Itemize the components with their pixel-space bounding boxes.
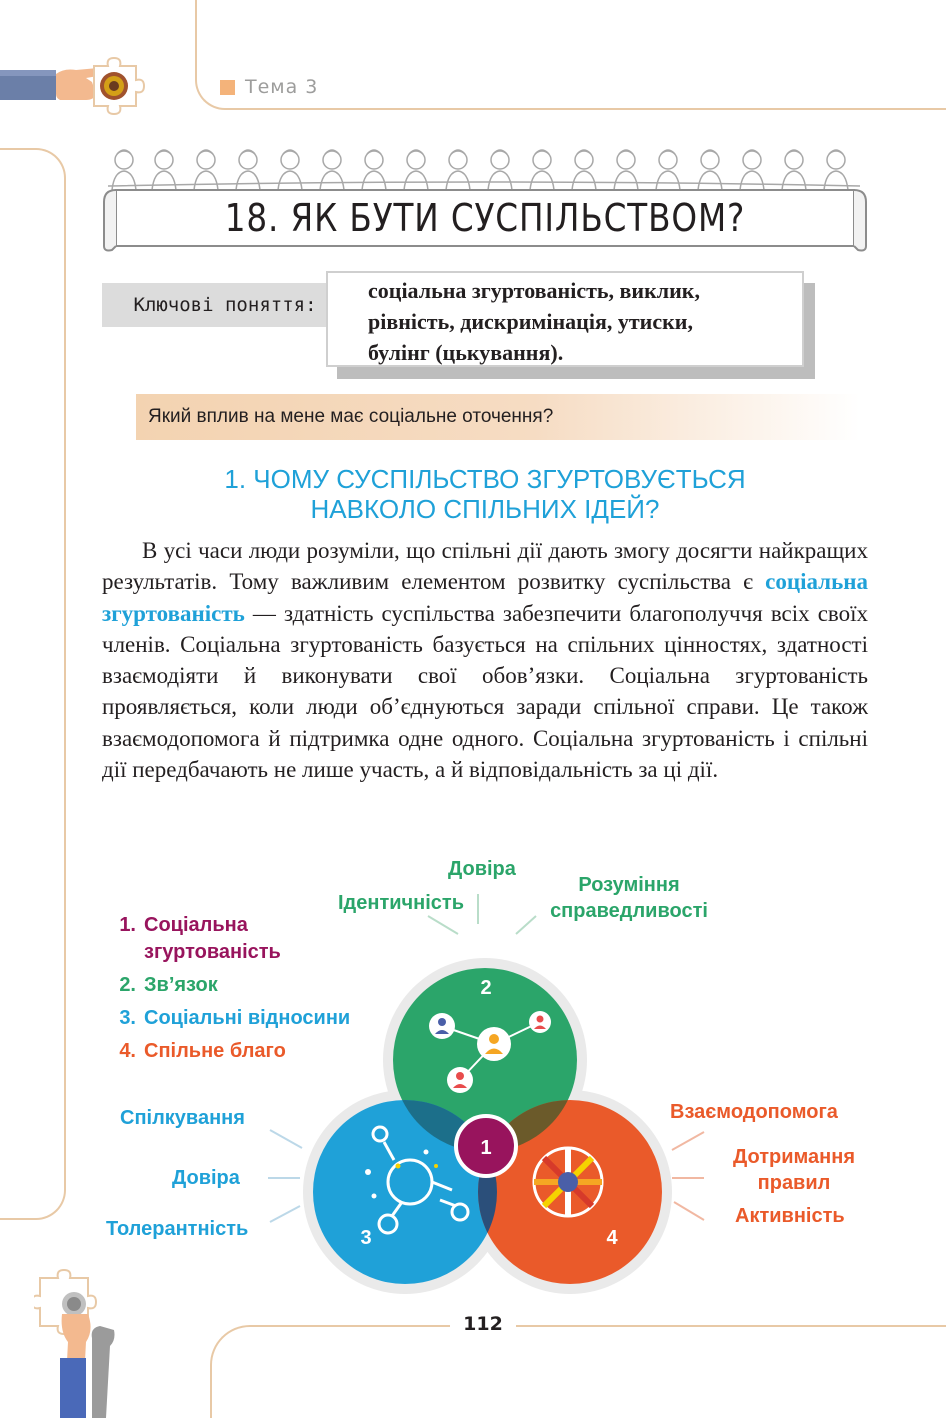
section-heading-line: 1. ЧОМУ СУСПІЛЬСТВО ЗГУРТОВУЄТЬСЯ <box>224 464 746 494</box>
key-concepts-box <box>326 271 804 367</box>
connector-lines <box>260 880 720 1240</box>
section-paragraph <box>102 535 868 785</box>
lesson-title: 18. ЯК БУТИ СУСПІЛЬСТВОМ? <box>224 196 746 240</box>
topic-label <box>220 76 318 98</box>
paragraph-text-after: — здатність суспільства забезпечити благополуччя всіх своїх членів. Соціальна згуртованість базується на спільних цінностях, здатності взаємодіяти й виконувати свої обов’язки. Соціальна згуртованість проявляється, коли люди об’єднуються заради спільної справи. Це також взаємодопомога й підтримка одне одного. Соціальна згуртованість і спільні дії передбачають не лише участь, а й відповідальність за ці дії. <box>102 600 868 783</box>
green-circle-number: 2 <box>480 977 492 999</box>
orange-circle-number: 4 <box>606 1227 618 1249</box>
page-frame-left <box>0 148 66 1220</box>
legend-number: 4. <box>119 1040 136 1062</box>
hand-puzzle-icon <box>0 56 160 118</box>
label-activity: Активність <box>735 1205 845 1227</box>
guiding-question: Який вплив на мене має соціальне оточення? <box>136 394 860 440</box>
label-mutual-help: Взаємодопомога <box>670 1101 838 1123</box>
page-number: 112 <box>450 1313 516 1335</box>
paragraph-text-before: В усі часи люди розуміли, що спільні дії дають змогу досягти найкращих результатів. Тому важливим елементом розвитку суспільства є <box>102 538 868 595</box>
label-rules-line: правил <box>757 1172 831 1194</box>
paragraph-key-term: соціальна згуртованість <box>102 569 868 626</box>
page-frame-bottom <box>210 1325 946 1418</box>
legend-number: 1. <box>119 914 136 936</box>
label-tolerance: Толерантність <box>106 1218 249 1240</box>
label-communication: Спілкування <box>120 1107 245 1129</box>
legend-text: Соціальна <box>144 914 248 936</box>
legend-number: 2. <box>119 974 136 996</box>
label-justice-line: Розуміння <box>578 874 680 896</box>
label-rules-line: Дотримання <box>732 1146 855 1168</box>
key-concepts-line: соціальна згуртованість, виклик, <box>368 278 700 303</box>
topic-text: Тема 3 <box>245 76 319 98</box>
legend-text: згуртованість <box>144 941 281 963</box>
label-trust-blue: Довіра <box>172 1167 240 1189</box>
label-identity: Ідентичність <box>338 892 465 914</box>
blue-circle-number: 3 <box>360 1227 372 1249</box>
label-justice <box>540 872 718 924</box>
section-heading <box>102 464 868 524</box>
section-heading-line: НАВКОЛО СПІЛЬНИХ ІДЕЙ? <box>310 494 660 524</box>
legend-text: Зв’язок <box>144 974 218 996</box>
legend-number: 3. <box>119 1007 136 1029</box>
legend-text: Соціальні відносини <box>144 1007 351 1029</box>
label-rules <box>722 1144 866 1196</box>
legend-text: Спільне благо <box>144 1040 286 1062</box>
label-justice-line: справедливості <box>550 900 708 922</box>
key-concepts-line: рівність, дискримінація, утиски, <box>368 309 693 334</box>
topic-square-icon <box>220 80 235 95</box>
key-concepts-label: Ключові поняття: <box>102 283 348 327</box>
hands-puzzle-icon <box>34 1268 124 1418</box>
key-concepts-line: булінг (цькування). <box>368 340 564 365</box>
center-circle-number: 1 <box>480 1137 492 1159</box>
label-trust-green: Довіра <box>448 858 516 880</box>
